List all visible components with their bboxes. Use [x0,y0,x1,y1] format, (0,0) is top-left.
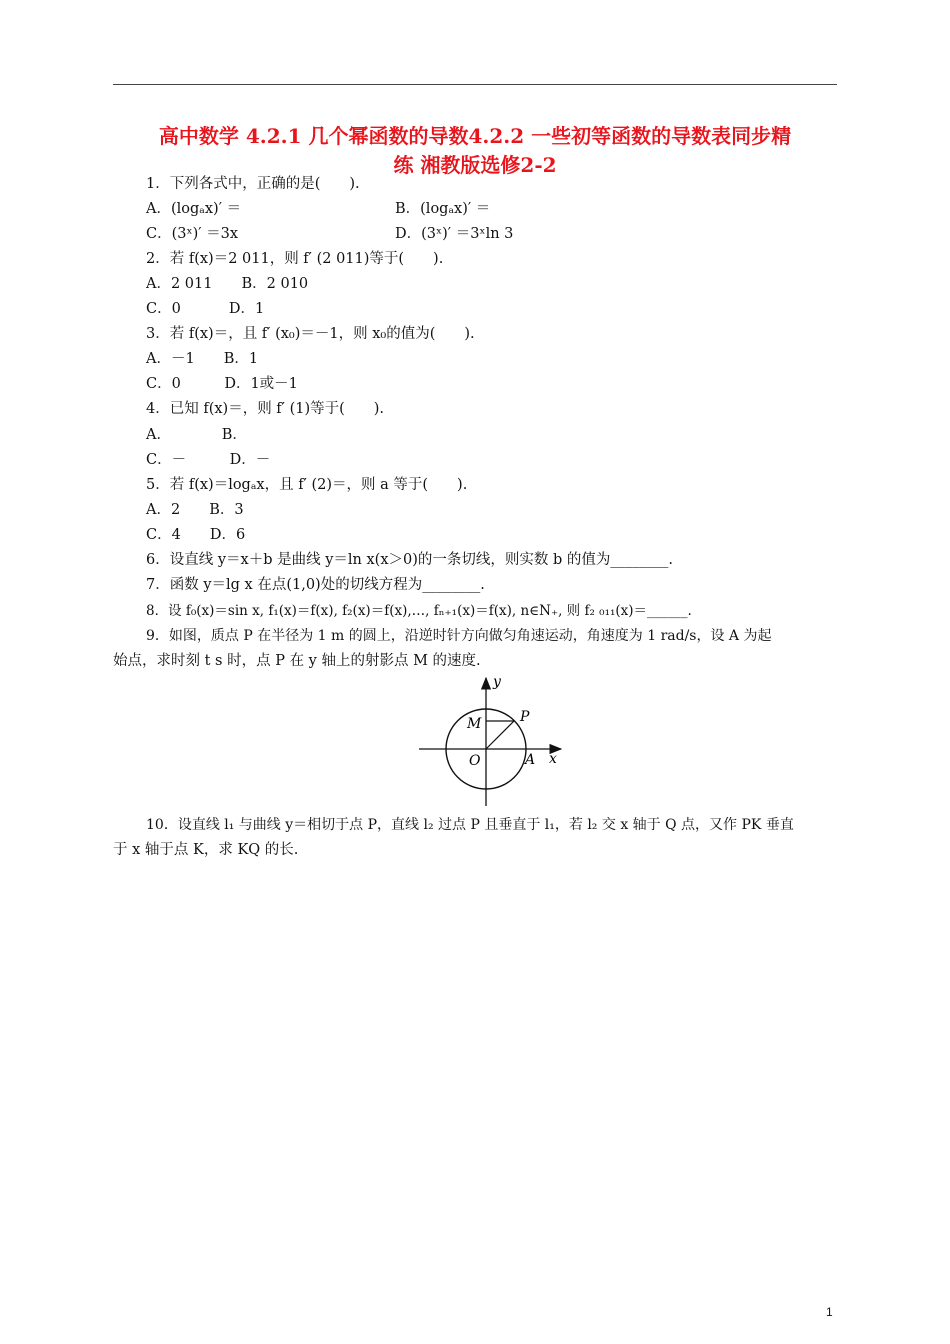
q8-text: 8．设 f₀(x)＝sin x, f₁(x)＝f(x), f₂(x)＝f(x),…, fₙ₊₁(x)＝f(x), n∈N₊, 则 f₂ ₀₁₁(x)＝______. [146,603,692,619]
q1-stem: 1．下列各式中，正确的是( ). [146,176,360,192]
q5-options-ab: A．2 B．3 [146,502,244,518]
q4-options-cd: C．－ D．－ [146,452,271,468]
q2-options-cd: C．0 D．1 [146,301,265,317]
q3-stem: 3．若 f(x)＝，且 f′ (x₀)＝－1，则 x₀的值为( ). [146,326,475,342]
document-title [113,122,837,180]
q1-option-b: B．(logₐx)′ ＝ [395,201,491,217]
label-p: P [520,709,530,725]
q6-text: 6．设直线 y＝x＋b 是曲线 y＝ln x(x＞0)的一条切线，则实数 b 的值为________. [146,552,673,568]
q1-option-c: C．(3ˣ)′ ＝3x [146,226,239,242]
title-line-1: 高中数学 4.2.1 几个幂函数的导数4.2.2 一些初等函数的导数表同步精 [158,124,792,148]
q4-stem: 4．已知 f(x)＝，则 f′ (1)等于( ). [146,401,385,417]
q9-line-1: 9．如图，质点 P 在半径为 1 m 的圆上，沿逆时针方向做匀角速运动，角速度为 1 rad/s，设 A 为起 [146,628,772,644]
q4-options-ab: A． B． [146,427,247,443]
circle-diagram [415,672,565,808]
q1-option-d: D．(3ˣ)′ ＝3ˣln 3 [395,226,514,242]
q2-options-ab: A．2 011 B．2 010 [146,276,309,292]
q7-text: 7．函数 y＝lg x 在点(1,0)处的切线方程为________. [146,577,485,593]
label-y: y [493,674,501,690]
title-line-2: 练 湘教版选修2-2 [393,153,557,177]
q3-options-cd: C．0 D．1或－1 [146,376,298,392]
page-number: 1 [826,1305,833,1319]
label-x: x [549,751,557,767]
q9-line-2: 始点，求时刻 t s 时，点 P 在 y 轴上的射影点 M 的速度. [113,653,481,669]
q2-stem: 2．若 f(x)＝2 011，则 f′ (2 011)等于( ). [146,251,444,267]
q3-options-ab: A．－1 B．1 [146,351,259,367]
label-m: M [467,716,482,732]
label-a: A [525,752,536,768]
q1-option-a: A．(logₐx)′ ＝ [146,201,242,217]
q10-line-2: 于 x 轴于点 K，求 KQ 的长. [113,842,299,858]
label-o: O [469,753,481,769]
radius-op [486,721,514,749]
q10-line-1: 10．设直线 l₁ 与曲线 y＝相切于点 P，直线 l₂ 过点 P 且垂直于 l₁，若 l₂ 交 x 轴于 Q 点，又作 PK 垂直 [146,817,794,833]
q5-stem: 5．若 f(x)＝logₐx，且 f′ (2)＝，则 a 等于( ). [146,477,468,493]
q5-options-cd: C．4 D．6 [146,527,246,543]
header-rule [113,84,837,85]
